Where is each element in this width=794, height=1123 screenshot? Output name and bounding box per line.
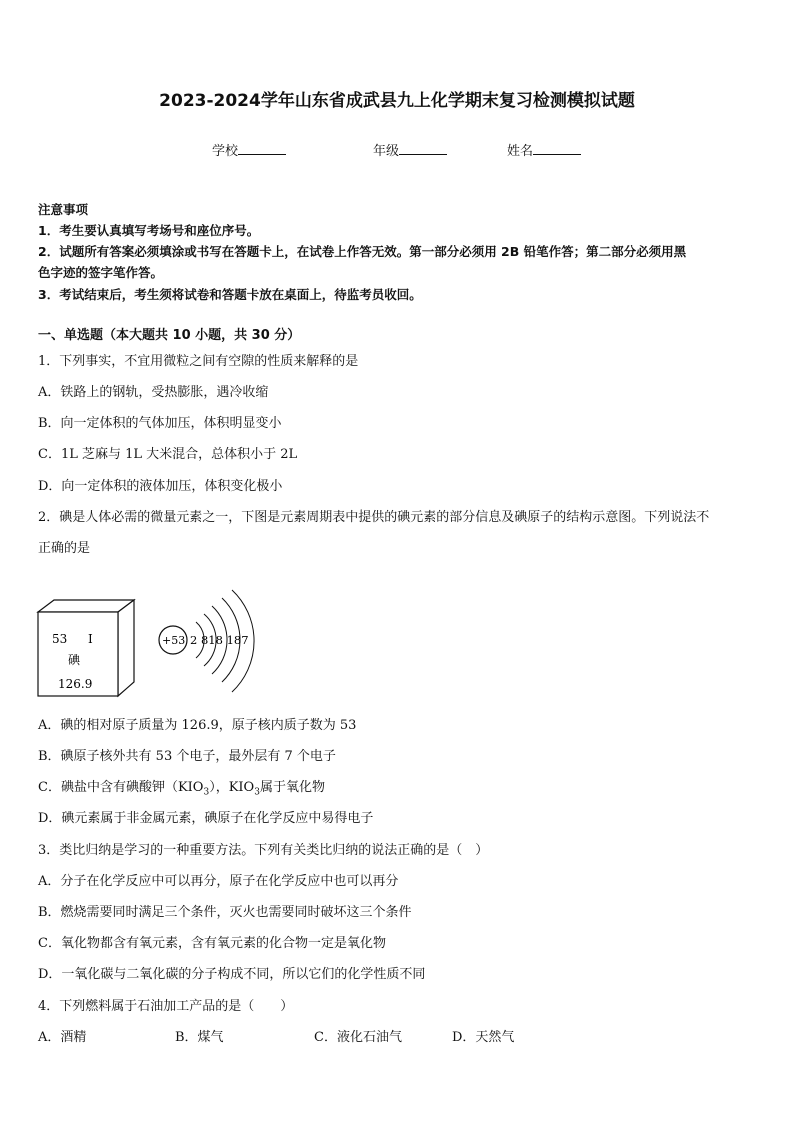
question-3-option-c: C．氧化物都含有氧元素，含有氧元素的化合物一定是氧化物 bbox=[38, 936, 386, 951]
school-field bbox=[212, 140, 286, 159]
notice-heading: 注意事项 bbox=[38, 202, 89, 217]
option-c-part3: 属于氧化物 bbox=[259, 780, 325, 795]
subscript-3: 3 bbox=[203, 787, 210, 798]
question-4-stem: 4．下列燃料属于石油加工产品的是（ ） bbox=[38, 999, 294, 1014]
shell-electron-counts: 2 818 187 bbox=[190, 633, 249, 647]
question-1-option-b: B．向一定体积的气体加压，体积明显变小 bbox=[38, 416, 282, 431]
school-blank bbox=[238, 142, 286, 155]
notice-item: 色字迹的签字笔作答。 bbox=[38, 265, 164, 280]
atomic-number: 53 bbox=[52, 632, 68, 646]
question-1-stem: 1．下列事实，不宜用微粒之间有空隙的性质来解释的是 bbox=[38, 354, 359, 369]
question-2-stem-line2: 正确的是 bbox=[38, 541, 91, 556]
name-blank bbox=[533, 142, 581, 155]
question-2-option-d: D．碘元素属于非金属元素，碘原子在化学反应中易得电子 bbox=[38, 811, 374, 826]
option-c-part1: C．碘盐中含有碘酸钾（KIO bbox=[38, 780, 204, 795]
notice-item: 3．考试结束后，考生须将试卷和答题卡放在桌面上，待监考员收回。 bbox=[38, 287, 422, 302]
nucleus-charge: +53 bbox=[162, 634, 186, 647]
school-label: 学校 bbox=[212, 144, 239, 159]
name-field bbox=[507, 140, 581, 159]
question-3-option-b: B．燃烧需要同时满足三个条件，灭火也需要同时破坏这三个条件 bbox=[38, 905, 412, 920]
question-1-option-c: C．1L 芝麻与 1L 大米混合，总体积小于 2L bbox=[38, 447, 298, 462]
question-4-option-b: B．煤气 bbox=[175, 1030, 224, 1045]
card-side-face bbox=[118, 600, 134, 696]
grade-field bbox=[373, 140, 447, 159]
question-4-option-a: A．酒精 bbox=[38, 1030, 87, 1045]
question-4-options bbox=[38, 1028, 756, 1048]
question-2-option-c bbox=[38, 778, 756, 803]
notice-item: 1．考生要认真填写考场号和座位序号。 bbox=[38, 223, 260, 238]
section-heading: 一、单选题（本大题共 10 小题，共 30 分） bbox=[38, 328, 301, 343]
question-4-option-c: C．液化石油气 bbox=[314, 1030, 402, 1045]
question-3-stem: 3．类比归纳是学习的一种重要方法。下列有关类比归纳的说法正确的是（ ） bbox=[38, 843, 489, 858]
question-2-option-b: B．碘原子核外共有 53 个电子，最外层有 7 个电子 bbox=[38, 749, 336, 764]
element-name: 碘 bbox=[68, 653, 81, 667]
page-title: 2023-2024学年山东省成武县九上化学期末复习检测模拟试题 bbox=[159, 91, 635, 111]
option-c-part2: ），KIO bbox=[209, 780, 255, 795]
grade-blank bbox=[399, 142, 447, 155]
notice-item: 2．试题所有答案必须填涂或书写在答题卡上，在试卷上作答无效。第一部分必须用 2B 铅笔作答；第二部分必须用黑 bbox=[38, 244, 687, 259]
atomic-mass: 126.9 bbox=[58, 677, 93, 691]
grade-label: 年级 bbox=[373, 144, 400, 159]
question-3-option-d: D．一氧化碳与二氧化碳的分子构成不同，所以它们的化学性质不同 bbox=[38, 967, 426, 982]
question-4-option-d: D．天然气 bbox=[452, 1030, 515, 1045]
question-1-option-a: A．铁路上的钢轨，受热膨胀，遇冷收缩 bbox=[38, 385, 269, 400]
question-3-option-a: A．分子在化学反应中可以再分，原子在化学反应中也可以再分 bbox=[38, 874, 399, 889]
question-1-option-d: D．向一定体积的液体加压，体积变化极小 bbox=[38, 479, 283, 494]
question-2-stem-line1: 2．碘是人体必需的微量元素之一，下图是元素周期表中提供的碘元素的部分信息及碘原子的结构示意图。下列说法不 bbox=[38, 510, 710, 525]
subscript-3: 3 bbox=[254, 787, 260, 798]
name-label: 姓名 bbox=[507, 144, 534, 159]
iodine-figure bbox=[30, 588, 270, 706]
question-2-option-a: A．碘的相对原子质量为 126.9，原子核内质子数为 53 bbox=[38, 718, 357, 733]
element-symbol: I bbox=[88, 632, 93, 646]
